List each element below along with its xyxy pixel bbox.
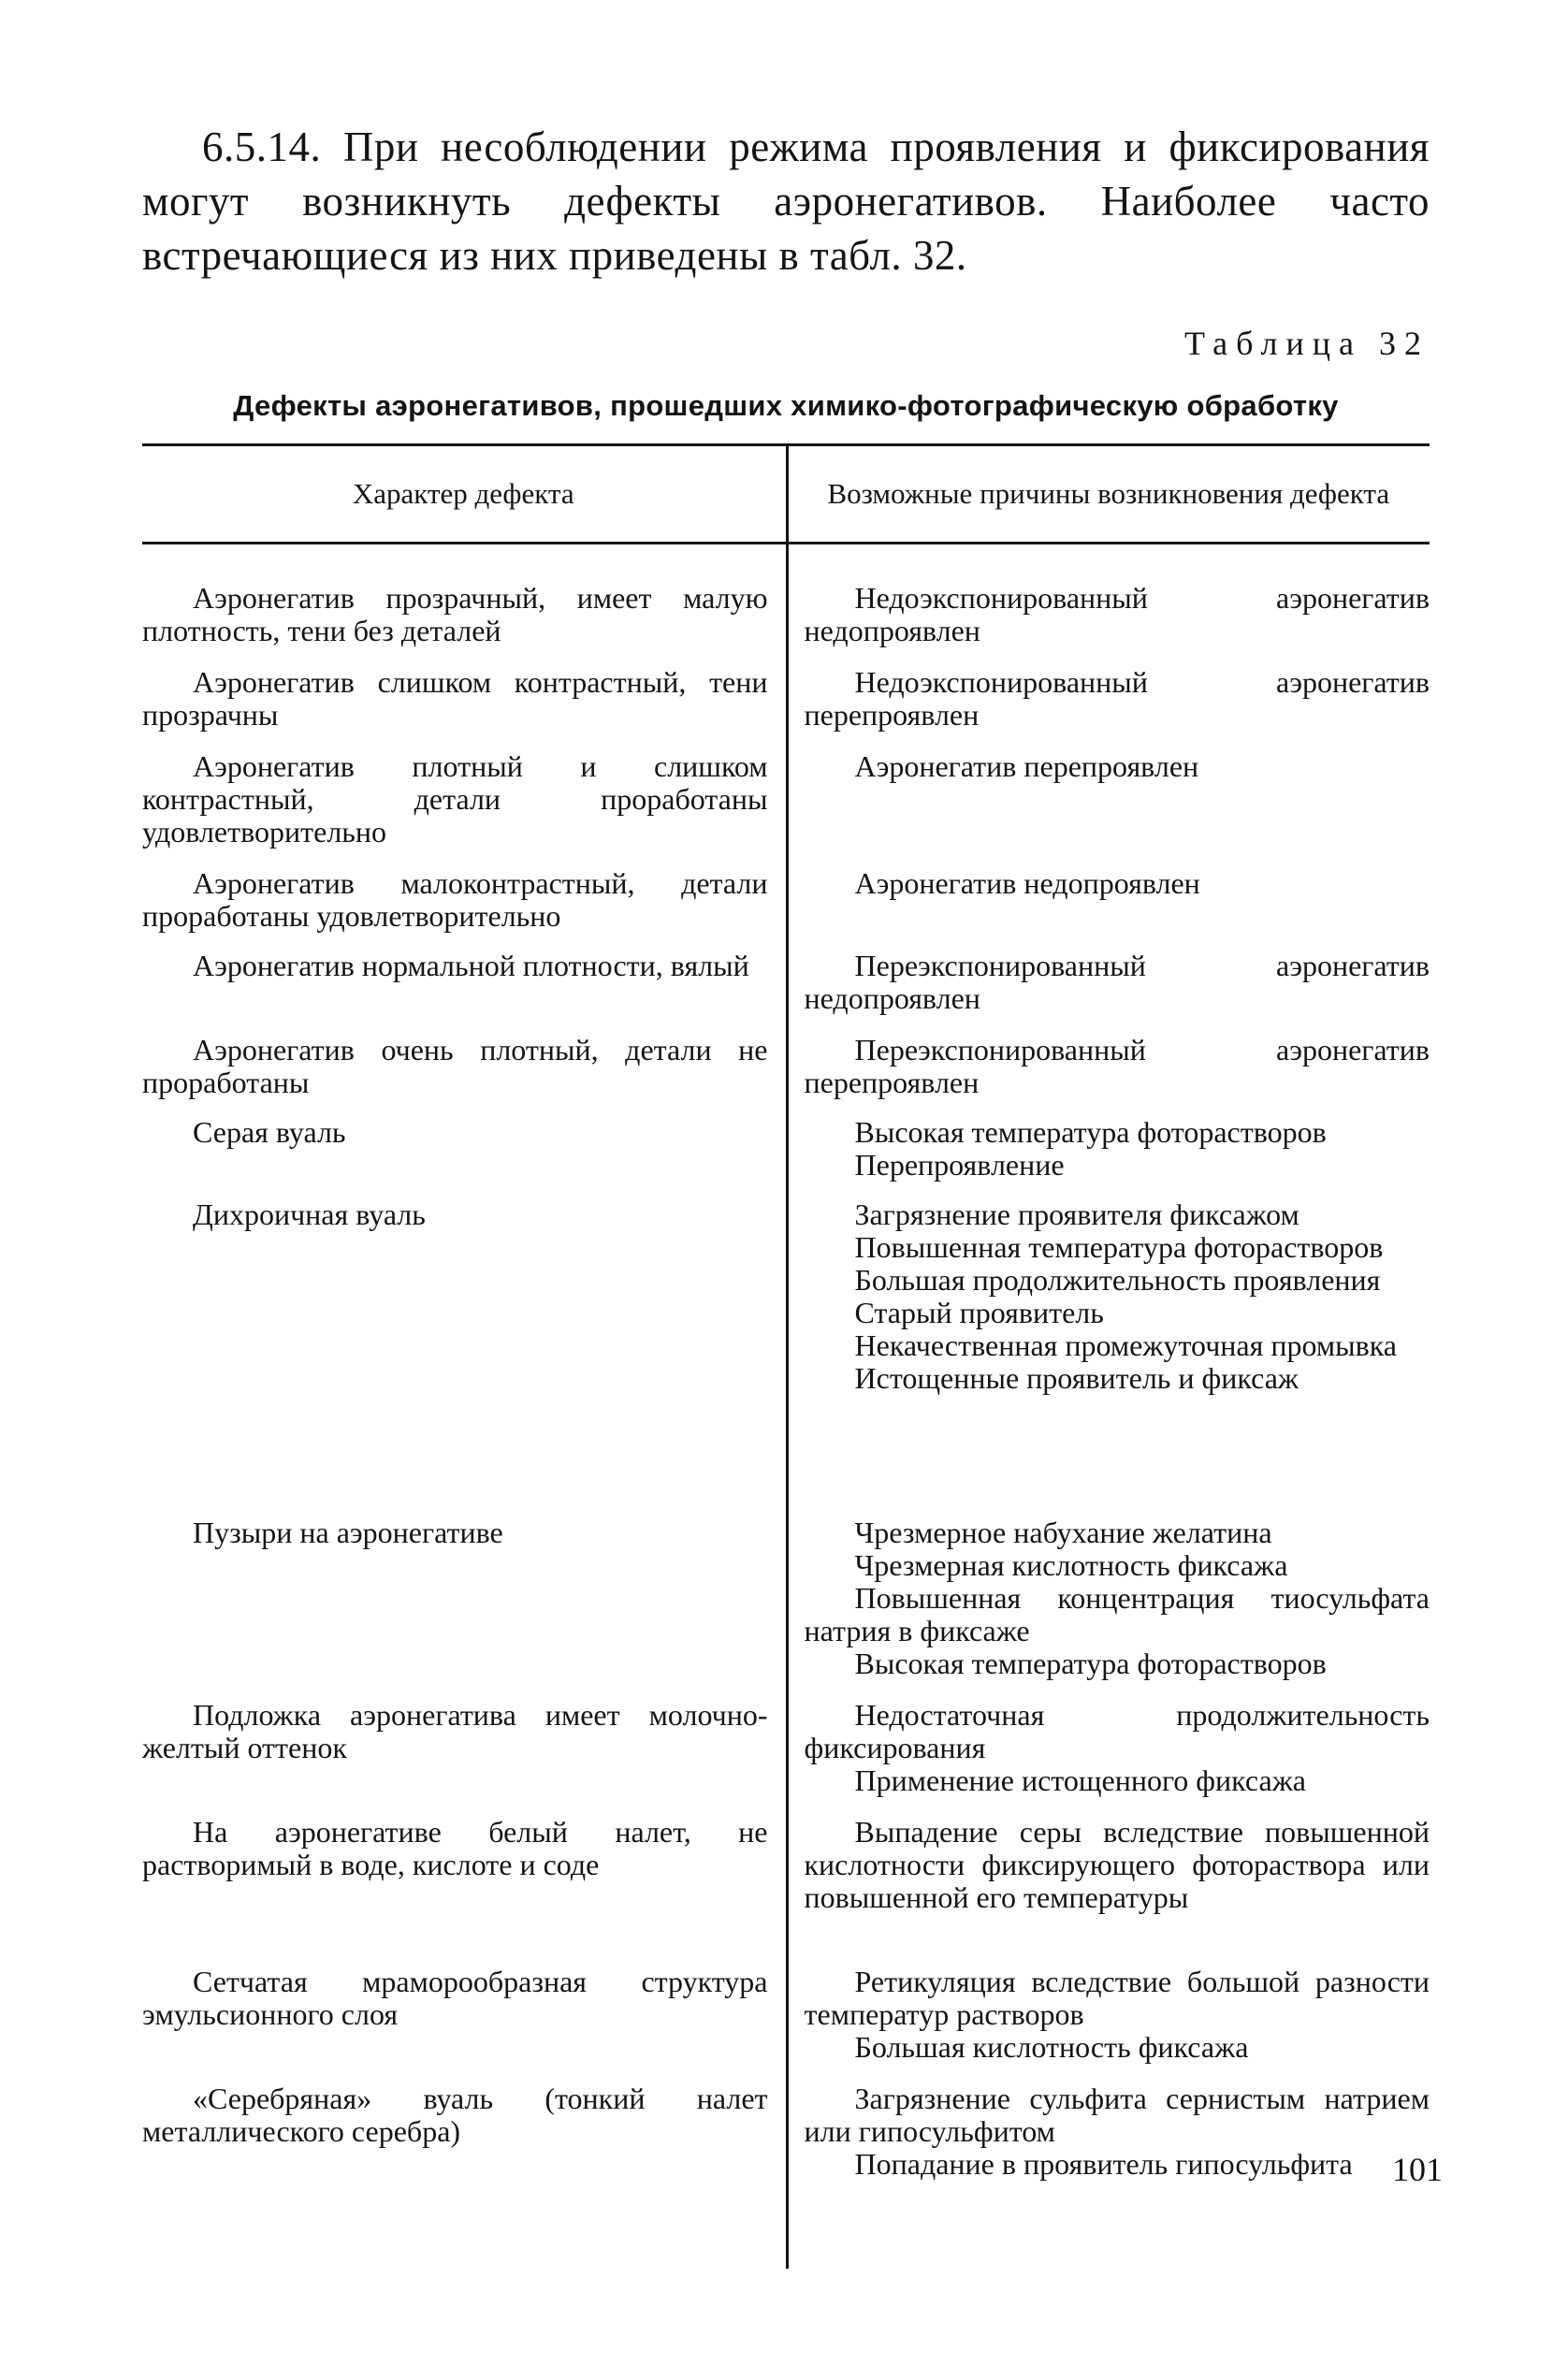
defect-text: Аэронегатив прозрачный, имеет малую плотность, тени без деталей [142,581,768,647]
defect-text: На аэронегативе белый налет, не растворимый в воде, кислоте и соде [142,1815,768,1881]
defect-cell [142,1816,785,1966]
cause-text: Ретикуляция вследствие большой разности температур растворов [804,1965,1430,2031]
cause-text: Аэронегатив недопроявлен [854,866,1200,900]
header-defect: Характер дефекта [352,477,574,510]
defect-text: Дихроичная вуаль [193,1197,426,1231]
defect-cell [142,1116,785,1198]
causes-cell [785,1116,1430,1198]
cause-text: Выпадение серы вследствие повышенной кислотности фиксирующего фотораствора или повышенной его температуры [804,1815,1430,1914]
defect-text: Аэронегатив малоконтрастный, детали проработаны удовлетворительно [142,866,768,933]
defect-cell [142,867,785,950]
defect-text: Пузыри на аэронегативе [193,1516,503,1549]
defect-cell [142,750,785,867]
causes-cell [785,750,1430,867]
defect-text: Аэронегатив плотный и слишком контрастный, детали проработаны удовлетворительно [142,749,768,849]
causes-cell [785,1198,1430,1516]
cause-text: Некачественная промежуточная промывка [854,1328,1397,1362]
defect-cell [142,666,785,750]
cause-text: Перепроявление [854,1148,1065,1182]
defect-text: Подложка аэронегатива имеет молочно-желтый оттенок [142,1698,768,1764]
cause-text: Загрязнение сульфита сернистым натрием или гипосульфитом [804,2082,1430,2148]
header-causes: Возможные причины возникновения дефекта [827,477,1390,510]
causes-cell [785,666,1430,750]
defect-cell [142,2082,785,2213]
intro-paragraph: 6.5.14. При несоблюдении режима проявления и фиксирования могут возникнуть дефекты аэронегативов. Наиболее часто встречающиеся из них приведены в табл. 32. [142,123,1430,279]
cause-text: Чрезмерное набухание желатина [854,1516,1272,1549]
causes-cell [785,1966,1430,2082]
defect-text: Аэронегатив нормальной плотности, вялый [193,949,749,982]
defects-table [142,443,1430,2213]
cause-text: Истощенные проявитель и фиксаж [854,1361,1299,1395]
cause-text: Недоэкспонированный аэронегатив перепроявлен [804,665,1430,732]
causes-cell [785,582,1430,666]
cause-text: Большая кислотность фиксажа [854,2030,1249,2064]
causes-cell [785,1699,1430,1816]
defect-text: Сетчатая мраморообразная структура эмульсионного слоя [142,1965,768,2031]
defect-cell [142,1699,785,1816]
defect-cell [142,1516,785,1699]
cause-text: Попадание в проявитель гипосульфита [854,2147,1353,2181]
defect-cell [142,1034,785,1116]
cause-text: Аэронегатив перепроявлен [854,749,1199,783]
cause-text: Переэкспонированный аэронегатив недопроявлен [804,949,1430,1015]
table-label: Таблица 32 [1184,325,1430,362]
defect-cell [142,1198,785,1516]
causes-cell [785,1816,1430,1966]
column-divider [786,446,789,2269]
cause-text: Чрезмерная кислотность фиксажа [854,1548,1288,1582]
cause-text: Загрязнение проявителя фиксажом [854,1197,1299,1231]
table-title: Дефекты аэронегативов, прошедших химико-фотографическую обработку [233,389,1339,422]
defect-text: Серая вуаль [193,1115,346,1149]
cause-text: Применение истощенного фиксажа [854,1763,1306,1797]
causes-cell [785,2082,1430,2213]
causes-cell [785,1516,1430,1699]
defect-cell [142,950,785,1034]
cause-text: Переэкспонированный аэронегатив перепроявлен [804,1033,1430,1099]
defect-text: Аэронегатив очень плотный, детали не проработаны [142,1033,768,1099]
causes-cell [785,1034,1430,1116]
defect-cell [142,582,785,666]
cause-text: Высокая температура фоторастворов [854,1647,1327,1680]
cause-text: Недостаточная продолжительность фиксирования [804,1698,1430,1764]
cause-text: Недоэкспонированный аэронегатив недопроявлен [804,581,1430,647]
cause-text: Повышенная концентрация тиосульфата натрия в фиксаже [804,1581,1430,1647]
causes-cell [785,950,1430,1034]
page-number: 101 [1392,2151,1443,2188]
cause-text: Большая продолжительность проявления [854,1263,1381,1297]
cause-text: Старый проявитель [854,1296,1104,1329]
causes-cell [785,867,1430,950]
cause-text: Повышенная температура фоторастворов [854,1230,1384,1264]
defect-text: «Серебряная» вуаль (тонкий налет металлического серебра) [142,2082,768,2148]
cause-text: Высокая температура фоторастворов [854,1115,1327,1149]
defect-cell [142,1966,785,2082]
document-page [142,120,1430,2213]
defect-text: Аэронегатив слишком контрастный, тени прозрачны [142,665,768,732]
